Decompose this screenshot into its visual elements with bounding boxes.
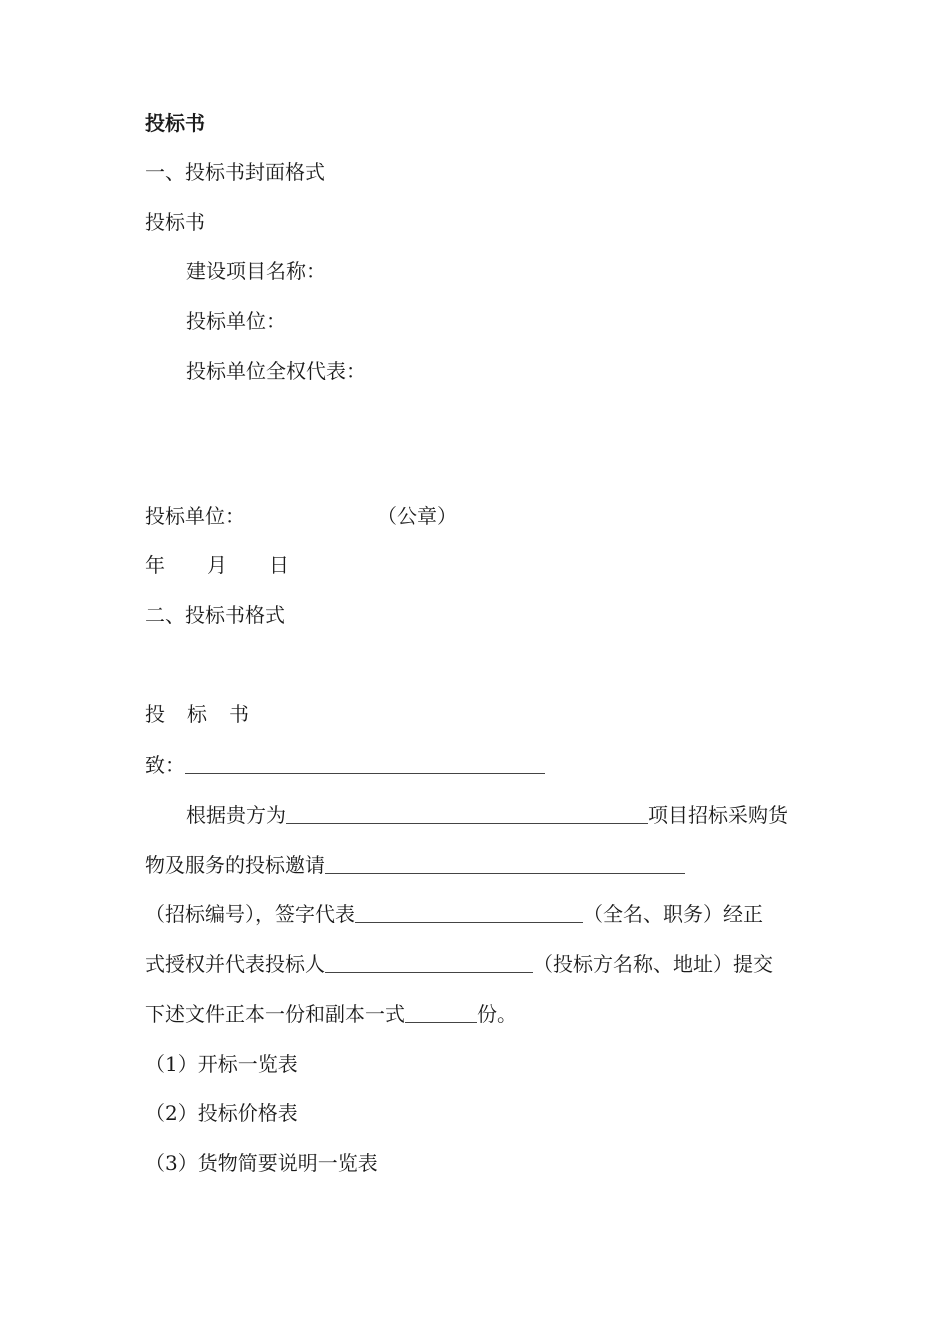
- section-heading-cover: 一、投标书封面格式: [145, 160, 325, 184]
- seal-bidder-label: 投标单位：: [145, 504, 245, 528]
- list-item: （1）开标一览表: [145, 1052, 298, 1076]
- list-item: （2）投标价格表: [145, 1101, 298, 1125]
- bidder-label: 投标单位：: [186, 309, 286, 333]
- date-month: 月: [207, 553, 227, 577]
- copies-blank: [405, 1002, 477, 1023]
- addressee-blank: [185, 753, 545, 774]
- letter-title-char: 投: [145, 702, 165, 726]
- bidder-blank: [325, 952, 533, 973]
- section-heading-letter: 二、投标书格式: [145, 603, 285, 627]
- para-text: 份。: [477, 1002, 517, 1026]
- addressee-line: [145, 751, 545, 779]
- date-line: [145, 551, 289, 579]
- para-text: （招标编号），签字代表: [145, 902, 355, 926]
- paragraph-line-3: [145, 900, 763, 928]
- invitation-blank: [325, 853, 685, 874]
- representative-label: 投标单位全权代表：: [186, 359, 366, 383]
- para-text: （全名、职务）经正: [583, 902, 763, 926]
- para-text: 根据贵方为: [186, 803, 286, 827]
- signatory-blank: [355, 902, 583, 923]
- paragraph-line-1: [186, 801, 788, 829]
- letter-title-char: 标: [187, 702, 207, 726]
- para-text: 物及服务的投标邀请: [145, 853, 325, 877]
- date-day: 日: [269, 553, 289, 577]
- para-text: 式授权并代表投标人: [145, 952, 325, 976]
- date-year: 年: [145, 553, 165, 577]
- project-blank: [286, 803, 648, 824]
- letter-title: [145, 700, 249, 728]
- to-label: 致：: [145, 753, 185, 777]
- cover-title: 投标书: [145, 210, 205, 234]
- seal-text: （公章）: [377, 504, 457, 528]
- paragraph-line-2: [145, 851, 685, 879]
- para-text: （投标方名称、地址）提交: [533, 952, 773, 976]
- document-title: 投标书: [145, 111, 205, 135]
- seal-line: [145, 502, 457, 530]
- paragraph-line-4: [145, 950, 773, 978]
- list-item: （3）货物简要说明一览表: [145, 1151, 378, 1175]
- paragraph-line-5: [145, 1000, 517, 1028]
- letter-title-char: 书: [229, 702, 249, 726]
- para-text: 项目招标采购货: [648, 803, 788, 827]
- para-text: 下述文件正本一份和副本一式: [145, 1002, 405, 1026]
- project-name-label: 建设项目名称：: [186, 259, 326, 283]
